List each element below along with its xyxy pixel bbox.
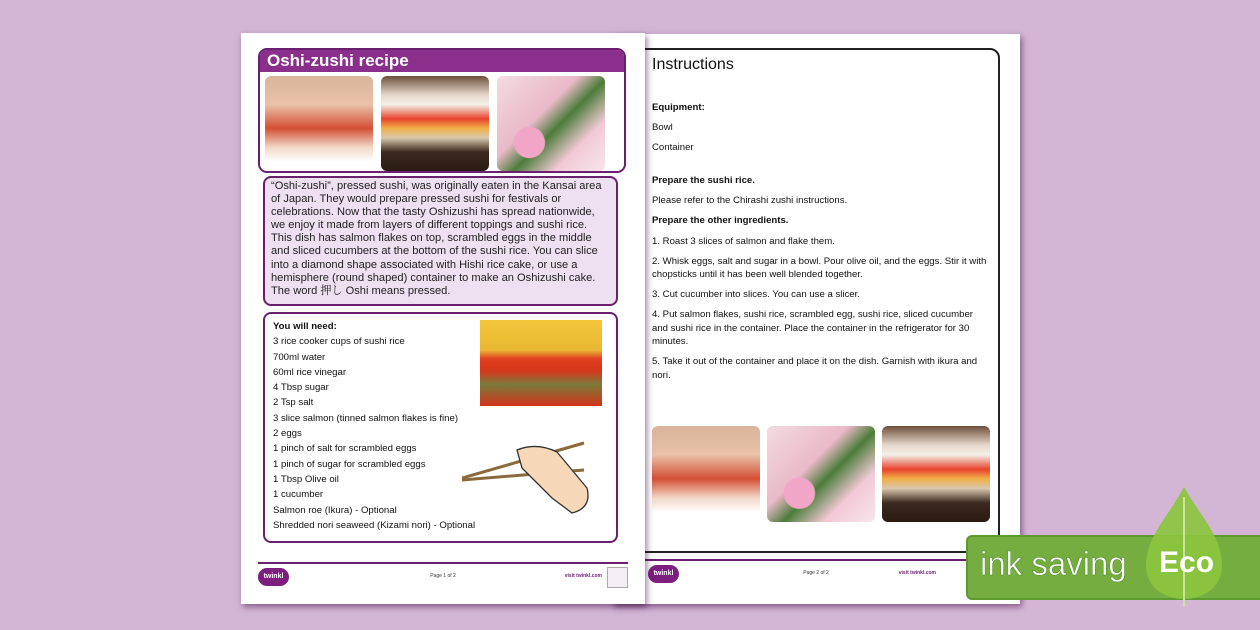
twinkl-logo[interactable]: twinkl bbox=[648, 565, 679, 583]
oshizushi-photo bbox=[265, 76, 373, 171]
ingredient-item: Salmon roe (Ikura) - Optional bbox=[273, 504, 397, 516]
ingredient-item: Shredded nori seaweed (Kizami nori) - Optional bbox=[273, 519, 476, 531]
ingredient-item: 3 slice salmon (tinned salmon flakes is fine) bbox=[273, 412, 459, 424]
page2-footer bbox=[630, 559, 1002, 589]
step: 1. Roast 3 slices of salmon and flake them. bbox=[652, 235, 835, 247]
chopsticks-hand-illustration bbox=[462, 438, 602, 518]
bento-boxes-photo bbox=[767, 426, 875, 522]
step: 4. Put salmon flakes, sushi rice, scrambled egg, sushi rice, sliced cucumber and sushi rice in the container. Place the container in the refrigerator for 30 minutes. bbox=[652, 309, 973, 348]
equipment-item: Container bbox=[652, 142, 694, 154]
page1-photos bbox=[260, 72, 624, 173]
instructions-body bbox=[652, 101, 987, 389]
rice-heading: Prepare the sushi rice. bbox=[652, 175, 755, 187]
step: 2. Whisk eggs, salt and sugar in a bowl. Pour olive oil, and the eggs. Stir it with chopsticks until it has been well blended together. bbox=[652, 255, 987, 281]
step: 3. Cut cucumber into slices. You can use a slicer. bbox=[652, 289, 860, 301]
equipment-item: Bowl bbox=[652, 122, 673, 134]
page-2 bbox=[612, 34, 1020, 604]
equipment-heading: Equipment: bbox=[652, 102, 705, 113]
hina-dolls-illustration bbox=[480, 320, 602, 406]
ingredient-item: 3 rice cooker cups of sushi rice bbox=[273, 336, 405, 348]
rice-text: Please refer to the Chirashi zushi instructions. bbox=[652, 195, 848, 207]
ingredient-item: 60ml rice vinegar bbox=[273, 366, 347, 378]
ingredient-item: 2 eggs bbox=[273, 428, 302, 440]
page-number: Page 1 of 2 bbox=[430, 573, 456, 579]
twinkl-logo[interactable]: twinkl bbox=[258, 568, 289, 586]
needs-heading: You will need: bbox=[273, 321, 337, 332]
ingredient-item: 2 Tsp salt bbox=[273, 397, 314, 409]
ink-saving-label: ink saving bbox=[980, 545, 1127, 582]
ingredients-box bbox=[263, 312, 618, 543]
quality-badge-icon bbox=[607, 567, 628, 588]
page-number: Page 2 of 2 bbox=[803, 570, 829, 576]
intro-text: “Oshi-zushi”, pressed sushi, was originally eaten in the Kansai area of Japan. They would prepare pressed sushi for festivals or celebrations. Now that the tasty Oshizushi has spread nationwide, we enjoy it made from layers of different toppings and sushi rice. This dish has salmon flakes on top, scrambled eggs in the middle and sliced cucumbers at the bottom of the sushi rice. You can slice into a diamond shape associated with Hishi rice cake, or use a hemisphere (round shaped) container to make an Oshizushi cake. The word 押し Oshi means pressed. bbox=[263, 176, 618, 306]
oshizushi-photo bbox=[652, 426, 760, 522]
title-box bbox=[258, 48, 626, 173]
page-1 bbox=[241, 33, 645, 604]
instructions-title: Instructions bbox=[652, 56, 734, 73]
page-title: Oshi-zushi recipe bbox=[260, 50, 624, 72]
page1-footer bbox=[258, 562, 628, 592]
pressed-sushi-photo bbox=[381, 76, 489, 171]
page2-photos bbox=[652, 426, 990, 522]
page1-content bbox=[263, 176, 618, 543]
ingredient-item: 4 Tbsp sugar bbox=[273, 382, 329, 394]
visit-link[interactable]: visit twinkl.com bbox=[898, 570, 936, 576]
ingredient-item: 1 cucumber bbox=[273, 489, 324, 501]
ingredient-item: 700ml water bbox=[273, 351, 326, 363]
visit-link[interactable]: visit twinkl.com bbox=[564, 573, 602, 579]
ingredient-item: 1 Tbsp Olive oil bbox=[273, 473, 339, 485]
ingredient-item: 1 pinch of salt for scrambled eggs bbox=[273, 443, 417, 455]
eco-badge: Eco bbox=[1159, 546, 1215, 579]
ingredient-item: 1 pinch of sugar for scrambled eggs bbox=[273, 458, 426, 470]
other-heading: Prepare the other ingredients. bbox=[652, 215, 789, 227]
pressed-sushi-photo bbox=[882, 426, 990, 522]
step: 5. Take it out of the container and place it on the dish. Garnish with ikura and nori. bbox=[652, 356, 978, 381]
bento-boxes-photo bbox=[497, 76, 605, 171]
